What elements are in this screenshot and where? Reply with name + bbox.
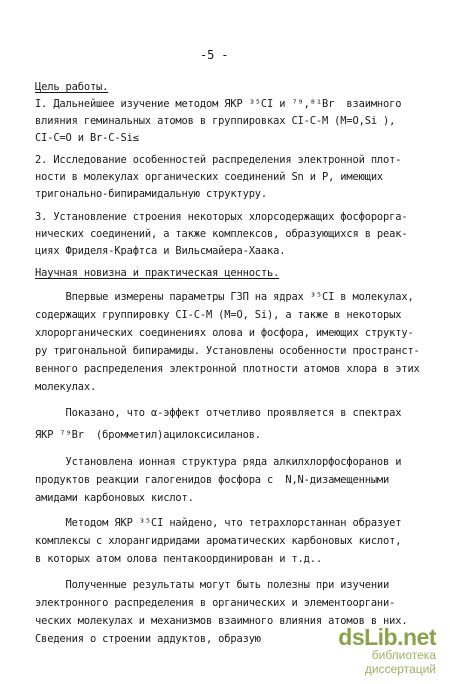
text-line: Сведения о строении аддуктов, образую: [35, 633, 261, 645]
text-line: Установлена ионная структура ряда алкилхлорфосфоранов и: [35, 456, 402, 468]
text-line: CI-C=O и Br-C-Si≤: [35, 132, 139, 144]
page-number: -5 -: [200, 48, 229, 62]
section-heading-novelty: Научная новизна и практическая ценность.: [35, 267, 280, 279]
text-line: ческих молекулах и механизмов взаимного влияния атомов в них.: [35, 615, 408, 627]
text-line: ру тригональной бипирамиды. Установлены особенности пространст-: [35, 345, 420, 357]
dslib-watermark: [306, 624, 436, 676]
text-line: Методом ЯКР ³⁵CI найдено, что тетрахлорстаннан образует: [35, 517, 402, 529]
text-line: I. Дальнейшее изучение методом ЯКР ³⁵CI и ⁷⁹,⁸¹Br взаимного: [35, 98, 402, 110]
text-line: продуктов реакции галогенидов фосфора с N,N-дизамещенными: [35, 474, 390, 486]
text-line: Показано, что α-эффект отчетливо проявляется в спектрах: [35, 407, 402, 419]
text-line: содержащих группировку CI-C-M (M=O, Si), а также в некоторых: [35, 309, 402, 321]
text-line: Полученные результаты могут быть полезны при изучении: [35, 579, 390, 591]
text-line: амидами карбоновых кислот.: [35, 492, 194, 504]
text-line: молекулах.: [35, 381, 97, 393]
text-line: ЯКР ⁷⁹Br (бромметил)ацилоксисиланов.: [35, 429, 261, 441]
text-line: комплексы с хлорангидридами ароматических карбоновых кислот,: [35, 535, 402, 547]
text-line: хлорорганических соединениях олова и фосфора, имеющих структу-: [35, 327, 414, 339]
text-line: ности в молекулах органических соединений Sn и P, имеющих: [35, 171, 384, 183]
text-line: тригонально-бипирамидальную структуру.: [35, 188, 268, 200]
text-line: 2. Исследование особенностей распределения электронной плот-: [35, 154, 402, 166]
text-line: циях Фриделя-Крафтса и Вильсмайера-Хаака.: [35, 245, 286, 257]
text-line: влияния геминальных атомов в группировках CI-C-M (M=O,Si ),: [35, 115, 396, 127]
watermark-tagline: библиотека диссертаций: [364, 648, 436, 676]
text-line: нических соединений, а также комплексов, образующихся в реак-: [35, 228, 408, 240]
text-line: 3. Установление строения некоторых хлорсодержащих фосфороргa-: [35, 211, 408, 223]
watermark-name: dsLib.net: [338, 624, 436, 650]
text-line: электронного распределения в органических и элементооргани-: [35, 597, 396, 609]
text-line: венного распределения электронной плотности атомов хлора в этих: [35, 363, 420, 375]
text-line: Впервые измерены параметры ГЗП на ядрах ³⁵CI в молекулах,: [35, 291, 414, 303]
text-line: в которых атом олова пентакоординирован и т.д..: [35, 553, 322, 565]
section-heading-goal: Цель работы.: [35, 81, 109, 93]
